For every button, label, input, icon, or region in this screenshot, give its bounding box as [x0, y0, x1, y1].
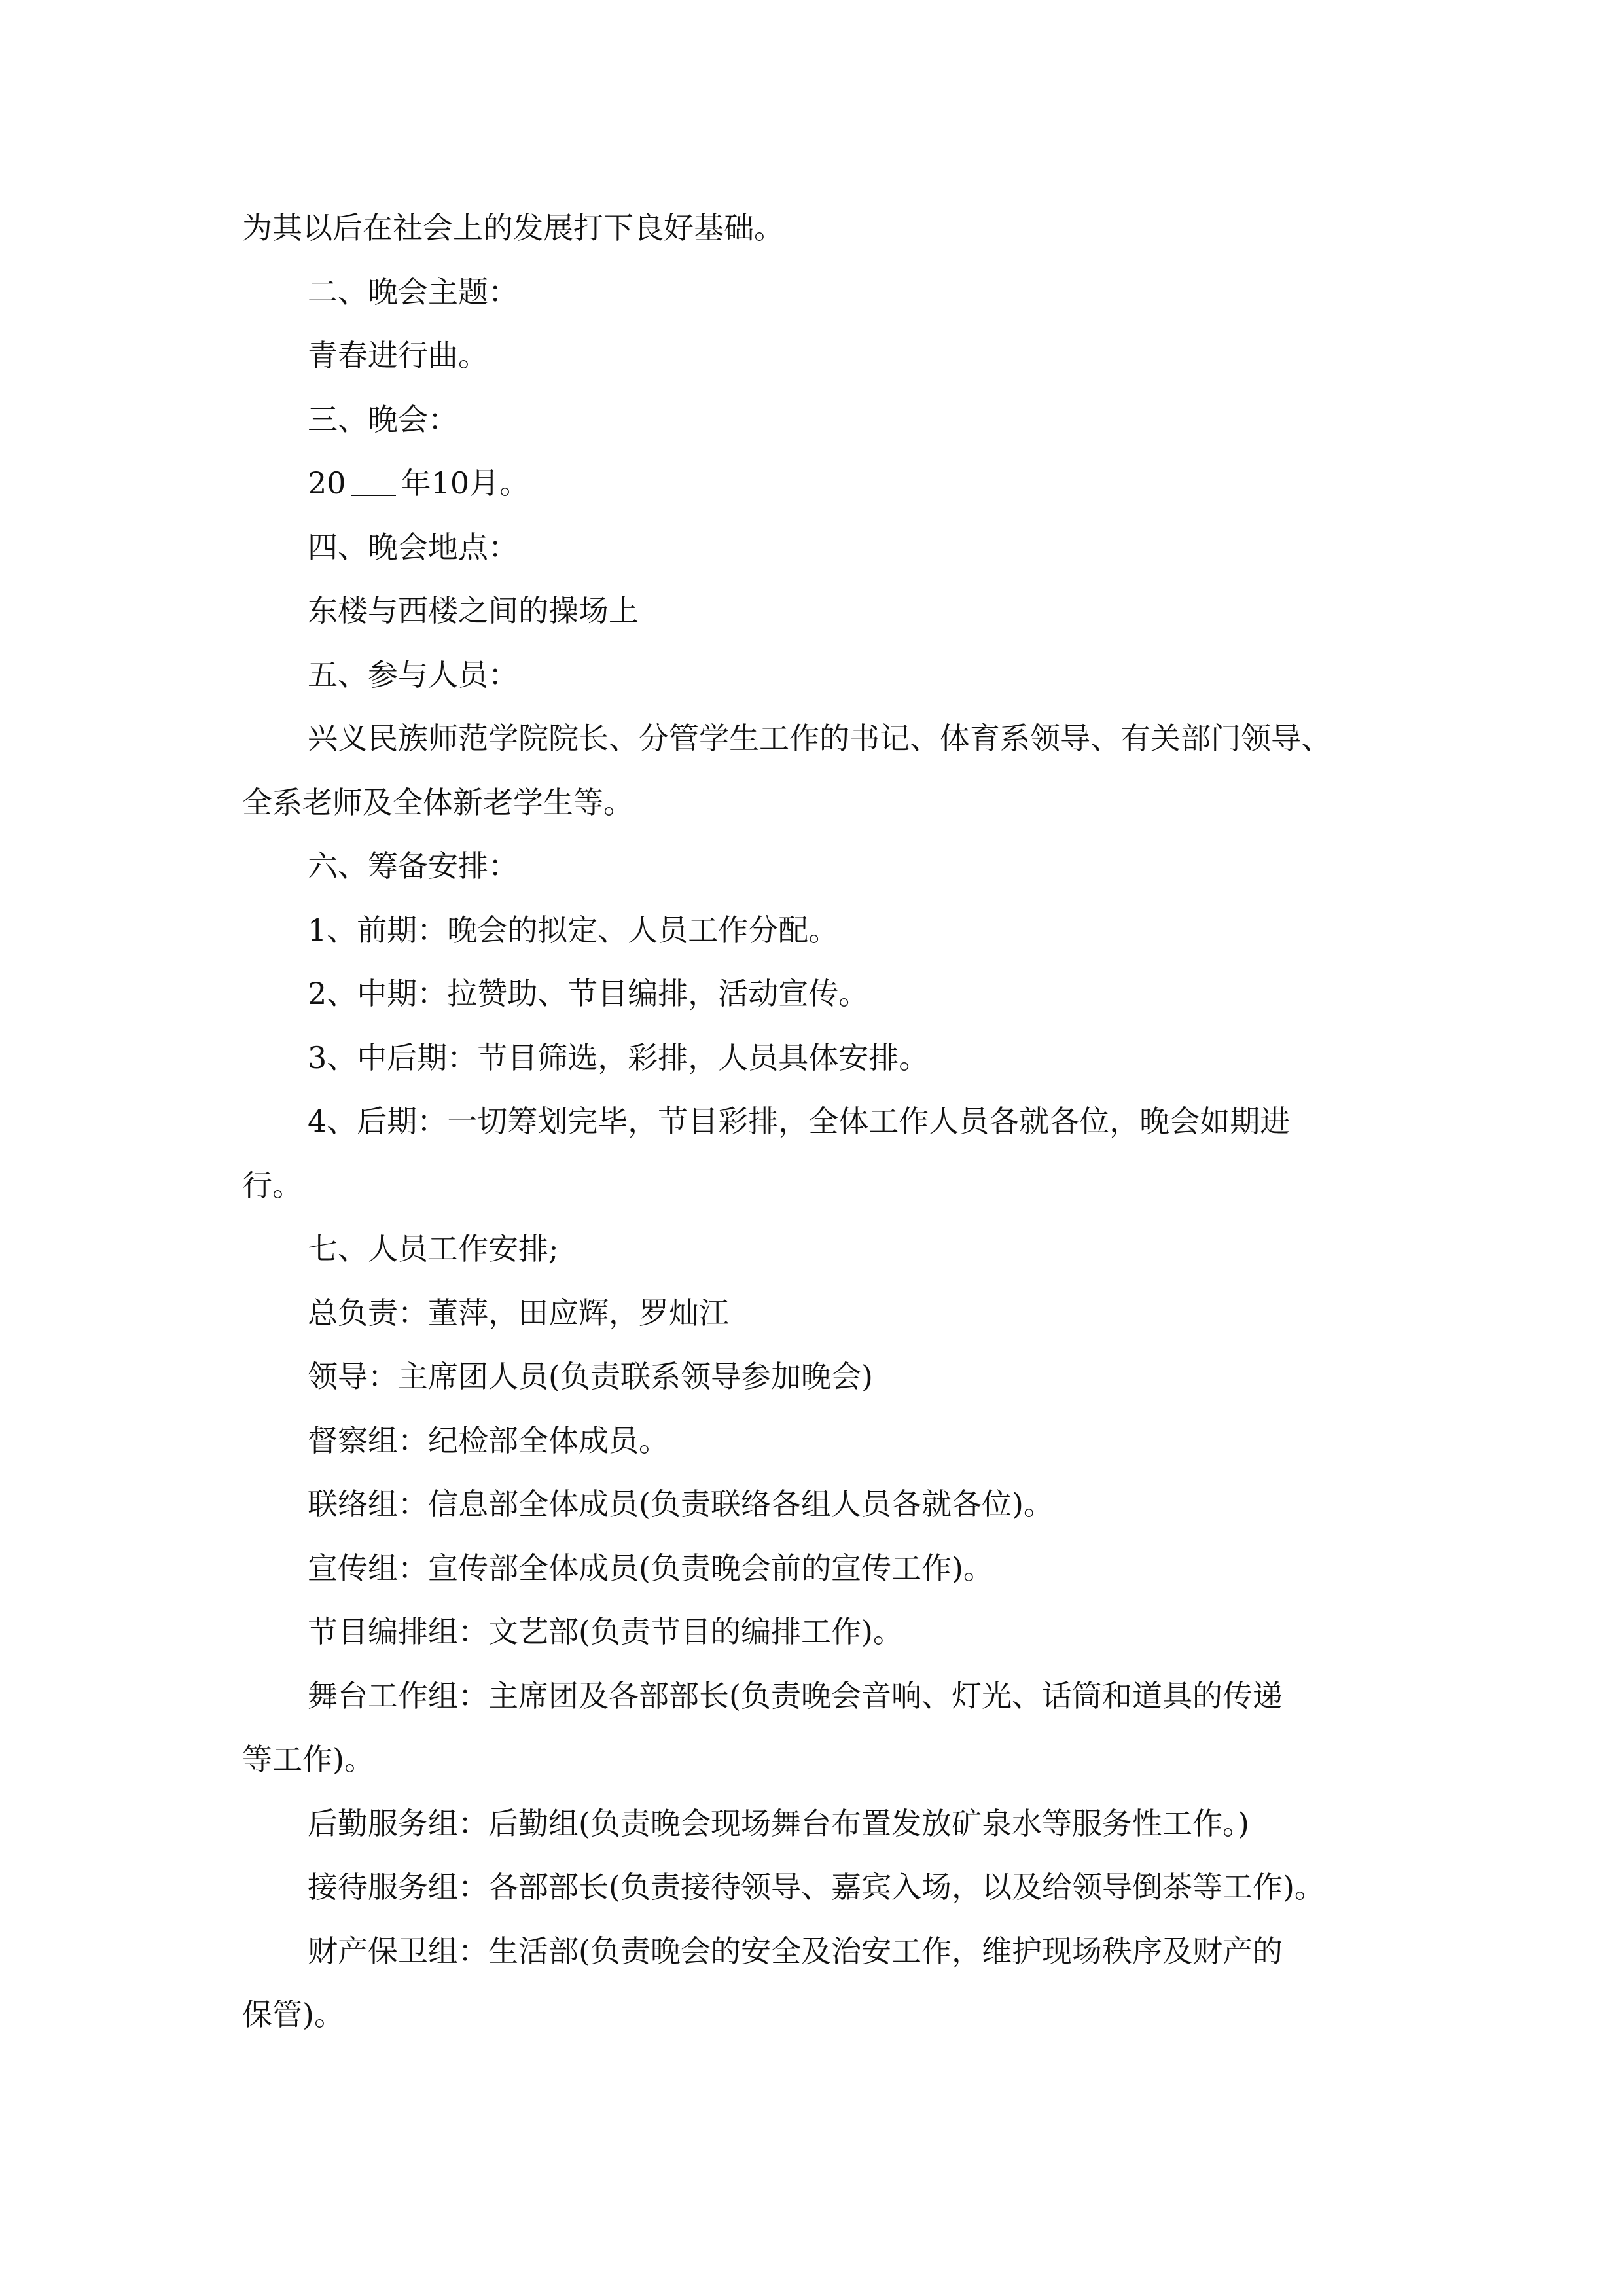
section-heading-time: 三、晚会： — [308, 401, 458, 437]
preparation-item-3: 3、中后期：节目筛选，彩排，人员具体安排。 — [308, 1039, 929, 1075]
year-prefix: 20 — [308, 465, 346, 501]
staff-program-group: 节目编排组：文艺部(负责节目的编排工作)。 — [308, 1614, 903, 1649]
text-line-continuation: 为其以后在社会上的发展打下良好基础。 — [242, 210, 784, 245]
preparation-item-4-continued: 行。 — [242, 1167, 302, 1203]
staff-reception-group: 接待服务组：各部部长(负责接待领导、嘉宾入场，以及给领导倒茶等工作)。 — [308, 1869, 1325, 1905]
theme-value: 青春进行曲。 — [308, 338, 488, 373]
staff-supervision-group: 督察组：纪检部全体成员。 — [308, 1422, 669, 1458]
staff-stage-group: 舞台工作组：主席团及各部部长(负责晚会音响、灯光、话筒和道具的传递 — [308, 1677, 1283, 1713]
staff-publicity-group: 宣传组：宣传部全体成员(负责晚会前的宣传工作)。 — [308, 1550, 993, 1586]
preparation-item-4: 4、后期：一切筹划完毕，节目彩排，全体工作人员各就各位，晚会如期进 — [308, 1103, 1291, 1139]
preparation-item-1: 1、前期：晚会的拟定、人员工作分配。 — [308, 912, 839, 948]
staff-logistics-group: 后勤服务组：后勤组(负责晚会现场舞台布置发放矿泉水等服务性工作。) — [308, 1805, 1249, 1841]
staff-security-group-continued: 保管)。 — [242, 1997, 344, 2032]
section-heading-participants: 五、参与人员： — [308, 656, 518, 692]
section-heading-theme: 二、晚会主题： — [308, 274, 518, 310]
staff-leaders: 领导：主席团人员(负责联系领导参加晚会) — [308, 1359, 873, 1394]
participants-line-2: 全系老师及全体新老学生等。 — [242, 784, 633, 820]
section-heading-staff: 七、人员工作安排; — [308, 1231, 559, 1266]
staff-security-group: 财产保卫组：生活部(负责晚会的安全及治安工作，维护现场秩序及财产的 — [308, 1933, 1283, 1969]
section-heading-preparation: 六、筹备安排： — [308, 848, 518, 884]
time-value — [242, 452, 1394, 516]
blank-underline — [351, 495, 396, 496]
location-value: 东楼与西楼之间的操场上 — [308, 593, 639, 628]
staff-liaison-group: 联络组：信息部全体成员(负责联络各组人员各就各位)。 — [308, 1486, 1054, 1522]
staff-stage-group-continued: 等工作)。 — [242, 1742, 374, 1777]
section-heading-location: 四、晚会地点： — [308, 529, 518, 565]
time-value-text: 年10月。 — [401, 465, 530, 501]
participants-line-1: 兴义民族师范学院院长、分管学生工作的书记、体育系领导、有关部门领导、 — [308, 721, 1331, 756]
document-body — [242, 196, 1394, 2047]
staff-general-lead: 总负责：董萍，田应辉，罗灿江 — [308, 1295, 729, 1331]
preparation-item-2: 2、中期：拉赞助、节目编排，活动宣传。 — [308, 976, 869, 1011]
